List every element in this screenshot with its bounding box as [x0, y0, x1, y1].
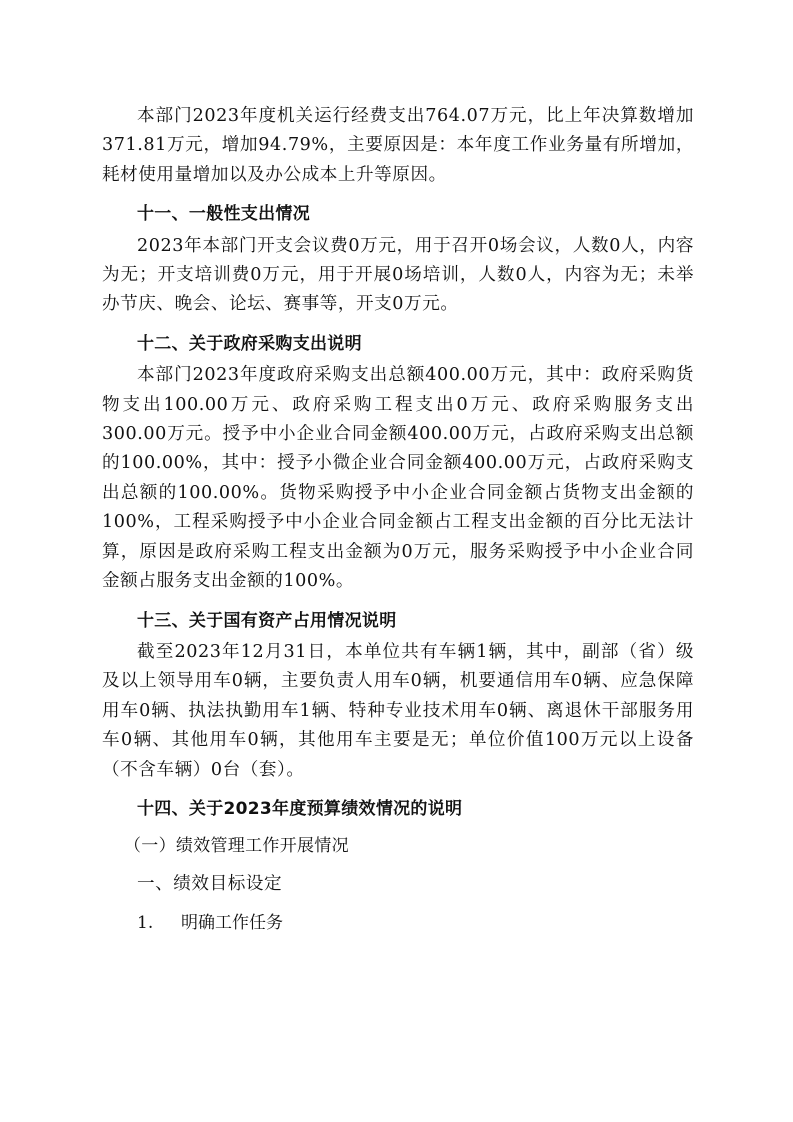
document-body [102, 102, 694, 939]
item-text: 明确工作任务 [181, 913, 283, 934]
numbered-item-clarify-tasks [102, 909, 694, 938]
paragraph-state-assets: 截至2023年12月31日，本单位共有车辆1辆，其中，副部（省）级及以上领导用车0辆，主要负责人用车0辆，机要通信用车0辆、应急保障用车0辆、执法执勤用车1辆、特种专业技术用车0辆、离退休干部服务用车0辆、其他用车0辆，其他用车主要是无；单位价值100万元以上设备（不含车辆）0台（套）。 [102, 641, 694, 780]
paragraph-operating-expenses: 本部门2023年度机关运行经费支出764.07万元，比上年决算数增加371.81万元，增加94.79%，主要原因是：本年度工作业务量有所增加，耗材使用量增加以及办公成本上升等原因。 [102, 106, 694, 185]
section-heading-state-assets: 十三、关于国有资产占用情况说明 [137, 610, 397, 631]
sub-heading-performance-management: （一）绩效管理工作开展情况 [124, 836, 349, 857]
section-heading-performance: 十四、关于2023年度预算绩效情况的说明 [137, 798, 463, 819]
list-item-goal-setting: 一、绩效目标设定 [137, 873, 283, 894]
section-heading-government-procurement: 十二、关于政府采购支出说明 [137, 333, 362, 354]
section-heading-general-expenditure: 十一、一般性支出情况 [137, 204, 310, 225]
paragraph-government-procurement: 本部门2023年度政府采购支出总额400.00万元，其中：政府采购货物支出100.00万元、政府采购工程支出0万元、政府采购服务支出300.00万元。授予中小企业合同金额400.00万元，占政府采购支出总额的100.00%，其中：授予小微企业合同金额400.00万元，占政府采购支出总额的100.00%。货物采购授予中小企业合同金额占货物支出金额的100%，工程采购授予中小企业合同金额占工程支出金额的百分比无法计算，原因是政府采购工程支出金额为0万元，服务采购授予中小企业合同金额占服务支出金额的100%。 [102, 365, 694, 592]
item-number: 1. [137, 913, 154, 934]
paragraph-general-expenditure: 2023年本部门开支会议费0万元，用于召开0场会议，人数0人，内容为无；开支培训费0万元，用于开展0场培训，人数0人，内容为无；未举办节庆、晚会、论坛、赛事等，开支0万元。 [102, 235, 694, 315]
